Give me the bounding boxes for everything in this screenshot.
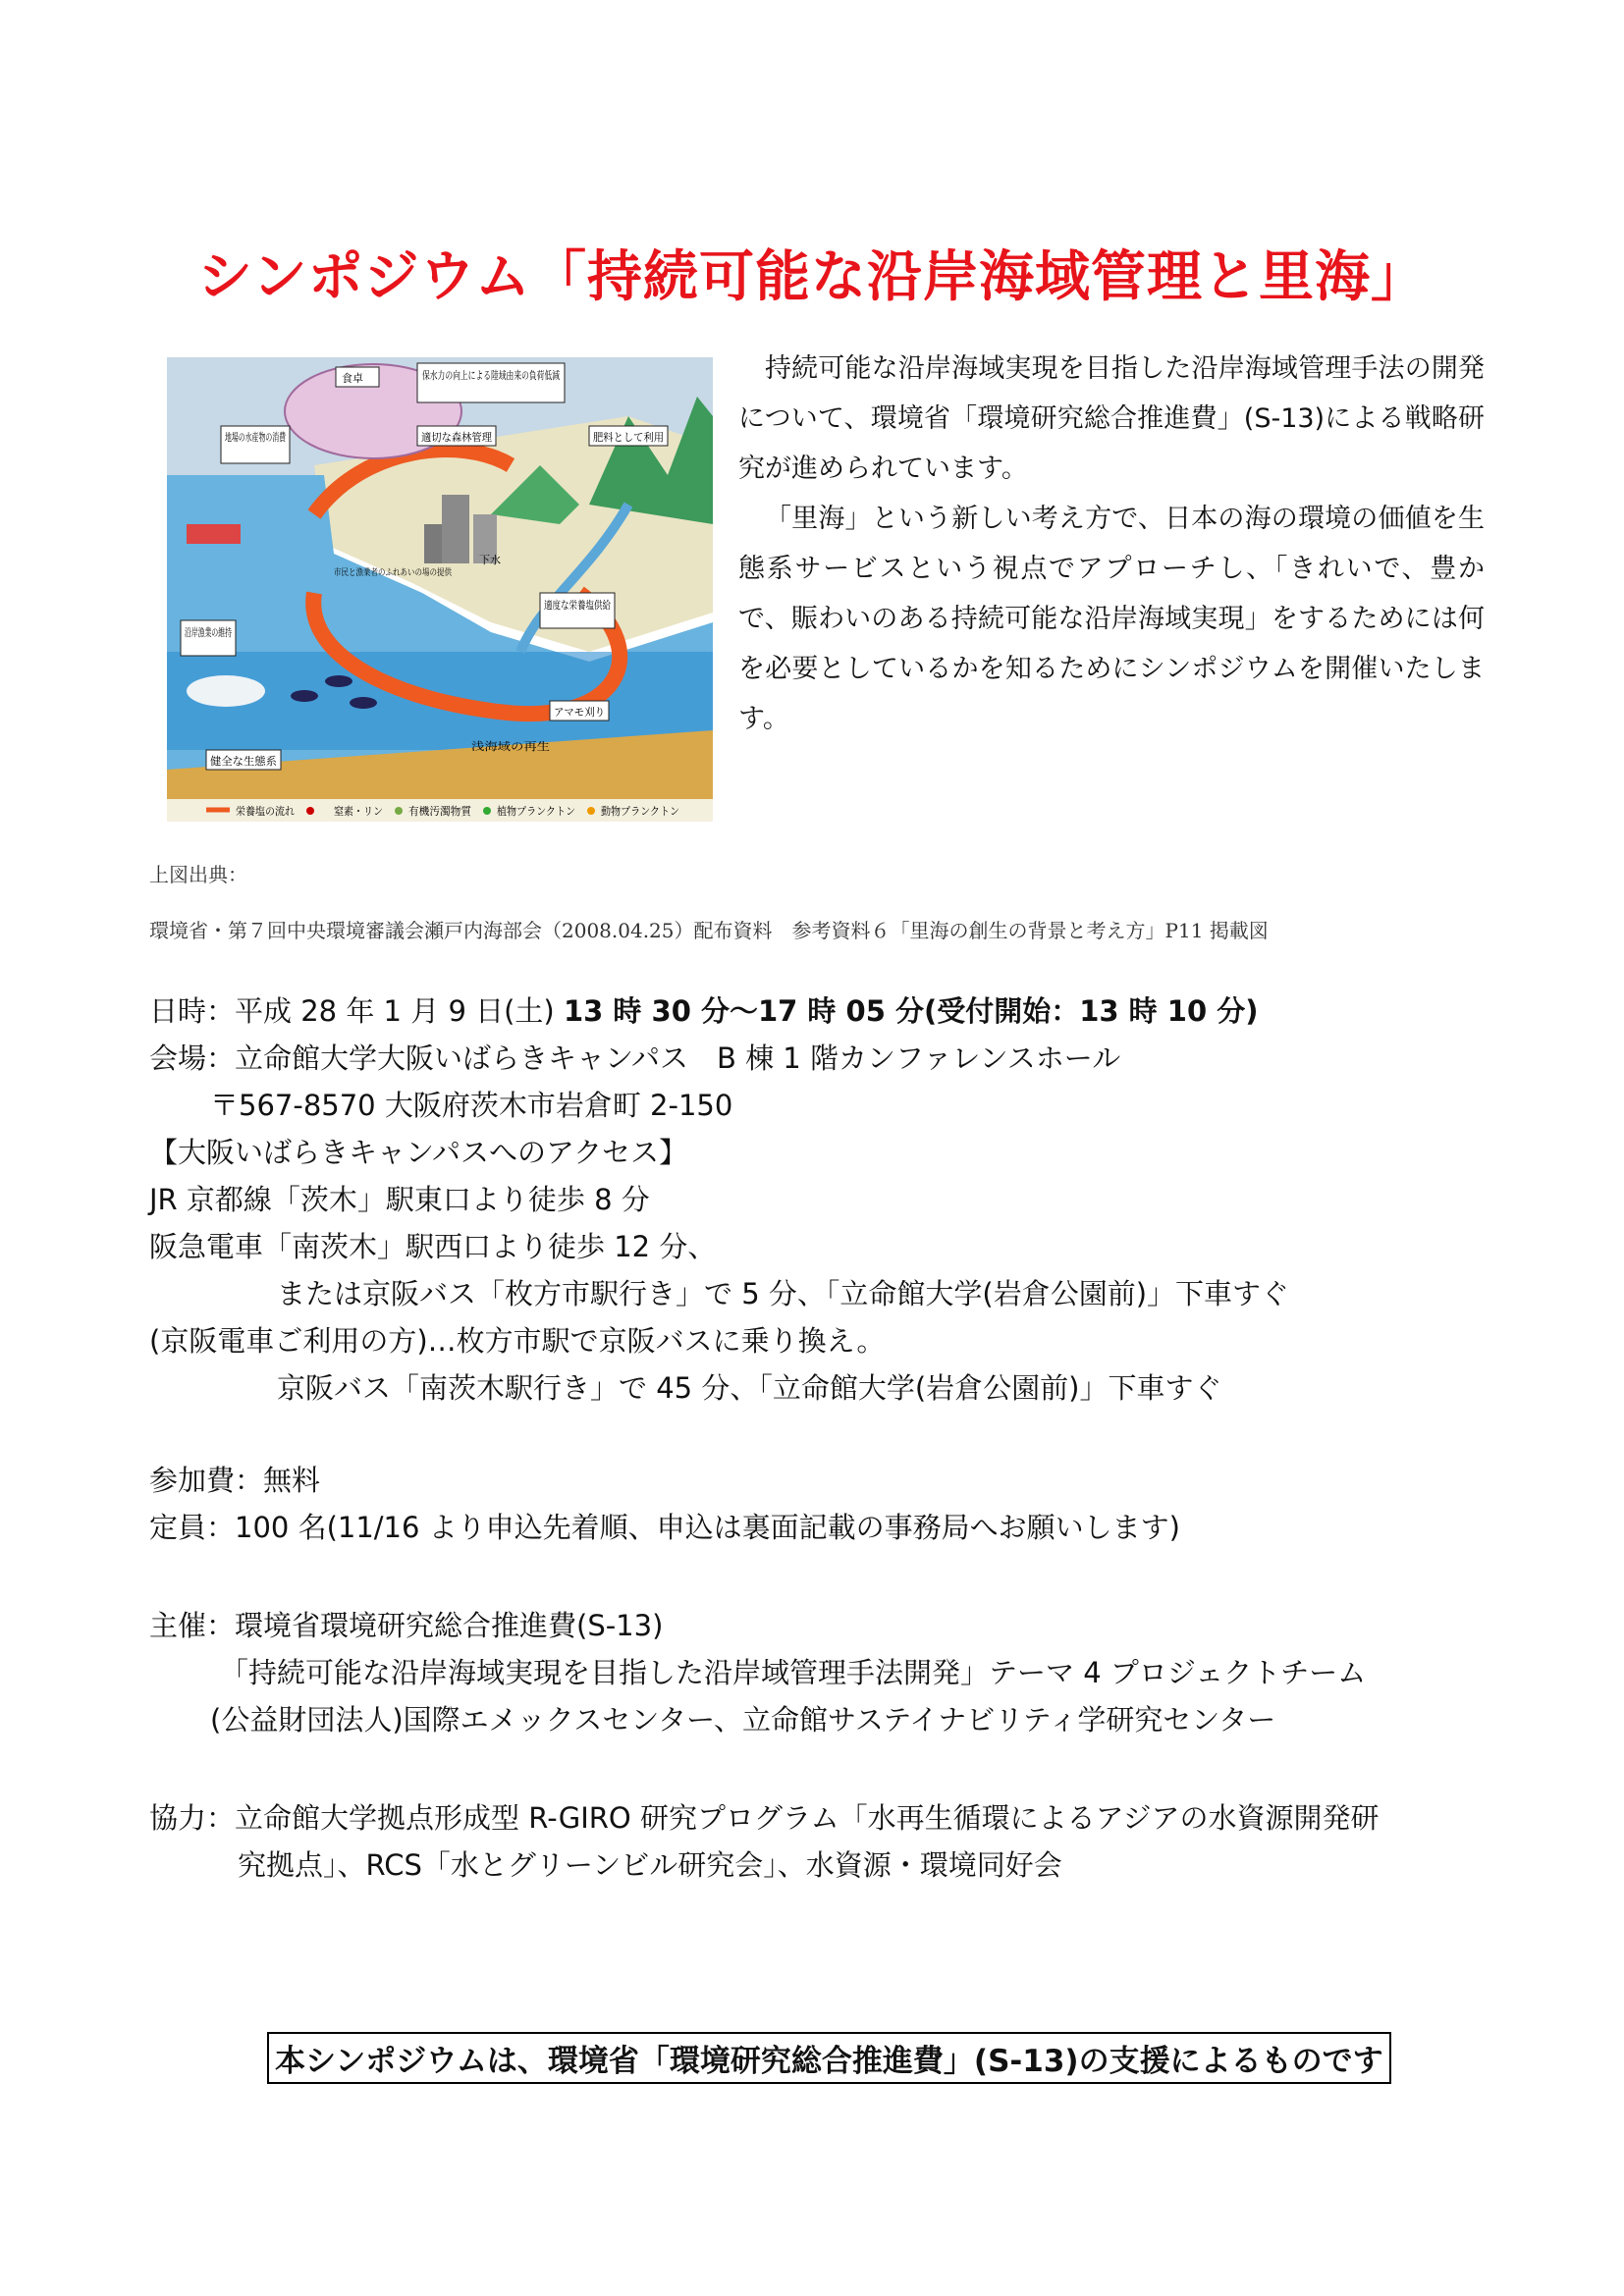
capacity: 定員：100 名(11/16 より申込先着順、申込は裏面記載の事務局へお願いします) — [149, 1511, 1180, 1544]
boat-shape — [187, 524, 241, 544]
venue: 会場：立命館大学大阪いばらきキャンパス B 棟 1 階カンファレンスホール — [149, 1041, 1121, 1075]
label-sewage: 下水 — [479, 554, 501, 566]
access-keihan-bus: 京阪バス「南茨木駅行き」で 45 分、「立命館大学(岩倉公園前)」下車すぐ — [277, 1371, 1222, 1405]
whale-shape — [187, 675, 265, 707]
legend-zoo: 動物プランクトン — [601, 805, 687, 818]
legend-organic-icon — [395, 807, 403, 815]
access-hankyu: 阪急電車「南茨木」駅西口より徒歩 12 分、 — [149, 1230, 717, 1263]
legend-nitrogen-icon — [306, 807, 314, 815]
fish-shape — [350, 697, 377, 709]
page-title: シンポジウム「持続可能な沿岸海域管理と里海」 — [196, 245, 1428, 309]
label-seagrass: アマモ刈り — [554, 706, 608, 719]
label-fishery: 沿岸漁業の維持 — [185, 626, 260, 639]
access-jr: JR 京都線「茨木」駅東口より徒歩 8 分 — [149, 1183, 650, 1216]
cooperation: 協力：立命館大学拠点形成型 R-GIRO 研究プログラム「水再生循環によるアジアの水資源開発研 — [149, 1801, 1380, 1835]
label-ecosystem: 健全な生態系 — [210, 755, 275, 768]
label-shallow: 浅海域の再生 — [471, 740, 536, 753]
date-prefix: 日時：平成 28 年 1 月 9 日(土) — [149, 994, 564, 1028]
event-info — [149, 988, 1524, 1889]
legend-nitrogen: 窒素・リン — [334, 805, 388, 818]
label-local-fish: 地場の水産物の消費 — [225, 431, 322, 444]
access-title: 【大阪いばらきキャンパスへのアクセス】 — [149, 1136, 688, 1169]
venue-address: 〒567-8570 大阪府茨木市岩倉町 2-150 — [210, 1089, 733, 1122]
legend-phyto: 植物プランクトン — [497, 805, 583, 818]
source-text: 環境省・第７回中央環境審議会瀬戸内海部会（2008.04.25）配布資料 参考資料６「里海の創生の背景と考え方」P11 掲載図 — [149, 919, 1269, 942]
fee: 参加費：無料 — [149, 1464, 321, 1497]
cooperation-cont: 究拠点」、RCS「水とグリーンビル研究会」、水資源・環境同好会 — [238, 1848, 1062, 1882]
date-line — [149, 988, 1524, 1035]
label-water-retention: 保水力の向上による陸域由来の負荷低減 — [422, 369, 617, 382]
intro-paragraph: 「里海」という新しい考え方で、日本の海の環境の価値を生態系サービスという視点でアプローチし、「きれいで、豊かで、賑わいのある持続可能な沿岸海域実現」をするためには何を必要としているかを知るためにシンポジウムを開催いたします。 — [738, 504, 1485, 734]
intro-text — [738, 344, 1485, 744]
legend-phyto-icon — [483, 807, 491, 815]
organizer: 主催：環境省環境研究総合推進費(S-13) — [149, 1609, 664, 1642]
building-shape — [442, 495, 469, 563]
legend-flow: 栄養塩の流れ — [236, 805, 300, 818]
fish-shape — [325, 675, 352, 687]
satoumi-diagram-image — [167, 357, 713, 822]
fish-shape — [291, 690, 318, 702]
intro-paragraph: 持続可能な沿岸海域実現を目指した沿岸海域管理手法の開発について、環境省「環境研究総合推進費」(S-13)による戦略研究が進められています。 — [738, 353, 1485, 484]
access-hankyu-bus: または京阪バス「枚方市駅行き」で 5 分、「立命館大学(岩倉公園前)」下車すぐ — [277, 1277, 1290, 1310]
building-shape — [424, 524, 442, 563]
legend-organic: 有機汚濁物質 — [408, 805, 473, 818]
funding-notice: 本シンポジウムは、環境省「環境研究総合推進費」(S-13)の支援によるものです — [267, 2032, 1391, 2084]
label-nutrient-supply: 適度な栄養塩供給 — [544, 599, 630, 612]
figure-source — [149, 847, 1475, 959]
satoumi-diagram — [167, 357, 713, 822]
label-forest: 適切な森林管理 — [421, 431, 497, 444]
access-keihan: (京阪電車ご利用の方)…枚方市駅で京阪バスに乗り換え。 — [149, 1324, 886, 1358]
label-food: 食卓 — [342, 372, 363, 385]
label-people: 市民と漁業者のふれあいの場の提供 — [334, 568, 476, 578]
organizer-project: 「持続可能な沿岸海域実現を目指した沿岸域管理手法開発」テーマ 4 プロジェクトチーム — [220, 1656, 1367, 1689]
source-label: 上図出典： — [149, 863, 247, 886]
organizer-partners: (公益財団法人)国際エメックスセンター、立命館サステイナビリティ学研究センター — [210, 1703, 1276, 1736]
legend-zoo-icon — [587, 807, 595, 815]
label-fertilizer: 肥料として利用 — [593, 431, 669, 444]
date-time: 13 時 30 分〜17 時 05 分(受付開始：13 時 10 分) — [563, 994, 1259, 1028]
